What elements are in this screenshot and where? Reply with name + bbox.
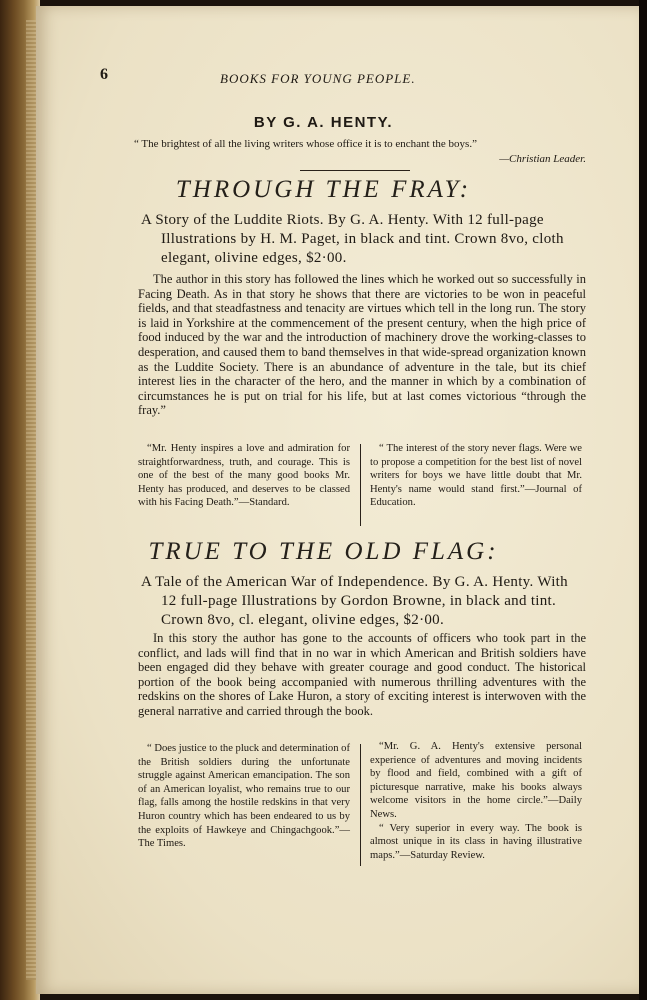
page-edges [26,20,36,980]
book-title: THROUGH THE FRAY: [175,176,472,203]
review-right: “ The interest of the story never flags. Were we to propose a competition for the best list of novel writers for boys we have little doubt that Mr. Henty's name would stand first.”—Journal of Education. [370,443,582,509]
book-description: A Tale of the American War of Independence. By G. A. Henty. With 12 full-page Illustrations by Gordon Browne, in black and tint. Crown 8vo, cl. elegant, olivine edges, $2·00. [141,574,568,628]
author-quote-source: —Christian Leader. [499,153,586,165]
review-left: “ Does justice to the pluck and determination of the British soldiers during the unfortunate struggle against American emancipation. The son of an American loyalist, who remains true to our flag, falls among the hostile redskins in that very Huron country which has been endeared to us by the exploits of Hawkeye and Chingachgook.”—The Times. [138,743,350,850]
page-number: 6 [100,66,108,83]
book-description: A Story of the Luddite Riots. By G. A. Henty. With 12 full-page Illustrations by H. M. Paget, in black and tint. Crown 8vo, cloth elegant, olivine edges, $2·00. [141,212,564,266]
running-head: BOOKS FOR YOUNG PEOPLE. [220,71,416,86]
book-title: TRUE TO THE OLD FLAG: [148,538,499,565]
author-quote [134,137,586,167]
column-rule [360,444,361,526]
book-summary: The author in this story has followed the lines which he worked out so successfully in Facing Death. As in that story he shows that there are victories to be won in peaceful fields, and that steadfastness and tenacity are virtues which tell in the long run. The story is laid in Yorkshire at the commencement of the present century, when the high price of food induced by the war and the introduction of machinery drove the working-classes to desperation, and caused them to band themselves in that wide-spread organization known as the Luddite Society. There is an abundance of adventure in the tale, but its chief interest lies in the character of the hero, and the manner in which by a combination of circumstances he is put on trial for his life, but at last comes victorious “through the fray.” [138,272,586,418]
review-right-first: “Mr. G. A. Henty's extensive personal experience of adventures and moving incidents by flood and field, combined with a gift of picturesque narrative, make his books always welcome visitors in the home circle.”—Daily News. [370,741,582,820]
author-quote-text: “ The brightest of all the living writers whose office it is to enchant the boys.” [134,138,477,150]
review-left: “Mr. Henty inspires a love and admiration for straightforwardness, truth, and courage. This is one of the best of the many good books Mr. Henty has produced, and deserves to be classed with his Facing Death.”—Standard. [138,443,350,509]
background-edge [639,0,647,1000]
review-right-second: “ Very superior in every way. The book is almost unique in its class in having illustrative maps.”—Saturday Review. [370,822,582,861]
review-right [370,740,582,862]
column-rule [360,744,361,866]
section-divider [300,170,410,171]
author-heading: BY G. A. HENTY. [253,114,394,131]
book-summary: In this story the author has gone to the accounts of officers who took part in the conflict, and lads will find that in no war in which American and British soldiers have been engaged did they behave with greater courage and good conduct. The historical portion of the book being accompanied with numerous thrilling adventures with the redskins on the shores of Lake Huron, a story of exciting interest is interwoven with the general narrative and carried through the book. [138,631,586,718]
